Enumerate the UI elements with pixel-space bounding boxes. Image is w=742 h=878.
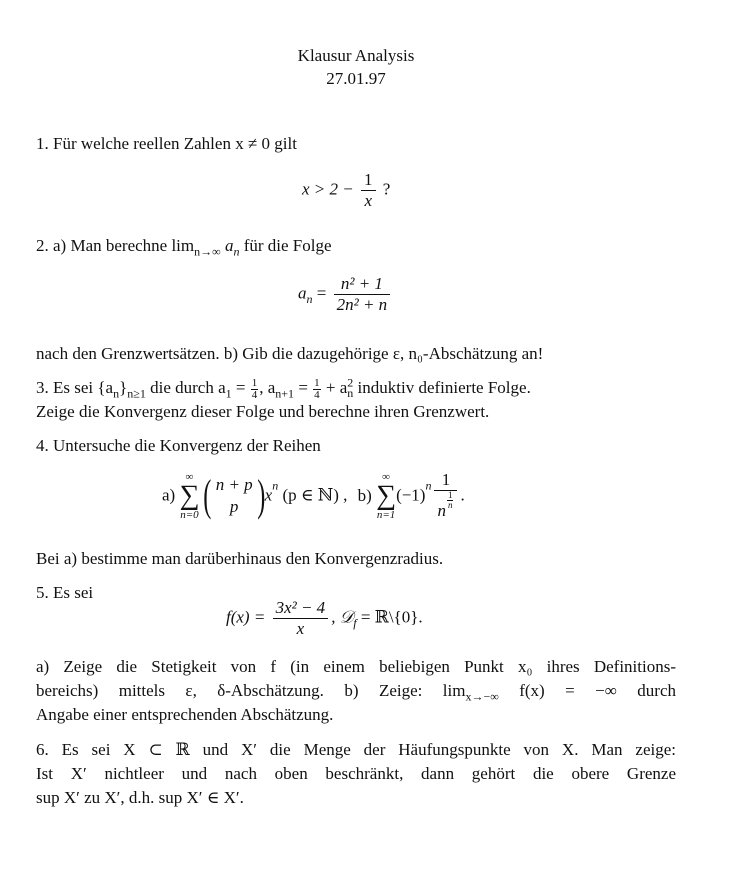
text-sub: n <box>347 386 354 401</box>
small-fraction-num: 1 <box>314 376 320 389</box>
fraction-denominator: x <box>273 618 329 639</box>
text-sub: n+1 <box>275 386 295 401</box>
sum-operator-b <box>376 471 396 521</box>
small-fraction-num: 1 <box>251 376 258 389</box>
exam-title: Klausur Analysis <box>297 46 415 65</box>
text-part: = <box>294 378 313 397</box>
sum-upper-limit: ∞ <box>382 470 390 483</box>
fraction-numerator: n² + 1 <box>340 274 383 293</box>
problem-3-text <box>36 376 531 401</box>
text-part: für die Folge <box>239 236 332 255</box>
text-part: induktiv definierte Folge. <box>353 378 531 397</box>
text-part: 2. a) Man berechne lim <box>36 236 195 255</box>
sum-sign: ∑ <box>179 479 200 511</box>
text-sub: n≥1 <box>127 386 146 401</box>
text-part: f(x) = −∞ durch <box>498 681 676 700</box>
exponent-den: n <box>447 500 453 510</box>
text-sub: x→−∞ <box>465 689 499 704</box>
paren-left: ( <box>202 470 212 520</box>
series-b-fraction <box>434 470 457 521</box>
problem-5-text-2: a) Zeige die Stetigkeit von f (in einem beliebigen Punkt x₀ ihres Definitions- <box>36 657 676 676</box>
problem-3-text-2: Zeige die Konvergenz dieser Folge und berechne ihren Grenzwert. <box>36 402 490 421</box>
formula-question: ? <box>382 179 391 199</box>
problem-6-text-3: sup X′ zu X′, d.h. sup X′ ∈ X′. <box>36 788 244 807</box>
text-sub: n→∞ <box>194 244 221 259</box>
paren-right: ) <box>257 470 266 520</box>
sum-upper-limit: ∞ <box>185 470 194 483</box>
problem-4-text-2: Bei a) bestimme man darüberhinaus den Konvergenzradius. <box>36 549 444 568</box>
fraction-numerator: 1 <box>441 470 451 489</box>
series-a-label: a) <box>162 485 176 505</box>
problem-2-formula <box>298 274 393 315</box>
binomial-coefficient <box>202 470 266 520</box>
formula-left: f(x) = <box>226 607 266 627</box>
sum-operator-a <box>179 471 199 521</box>
formula-sub: n <box>306 291 313 306</box>
formula-fraction <box>273 598 329 639</box>
problem-2-text-2: nach den Grenzwertsätzen. b) Gib die dazugehörige ε, n₀-Abschätzung an! <box>36 344 544 363</box>
formula-domain: , 𝒟 <box>331 607 354 627</box>
text-part: bereichs) mittels ε, δ-Abschätzung. b) Zeige: lim <box>36 681 466 700</box>
fraction-denominator: 2n² + n <box>334 294 391 315</box>
fraction-denominator: x <box>361 190 376 211</box>
text-part: + a <box>321 378 348 397</box>
formula-fraction <box>334 274 391 315</box>
problem-6-text: 6. Es sei X ⊂ ℝ und X′ die Menge der Häufungspunkte von X. Man zeige: <box>36 740 676 759</box>
problem-2-text <box>36 234 332 258</box>
formula-left: x > 2 − <box>302 179 354 199</box>
series-a-condition: (p ∈ ℕ) , <box>278 485 348 505</box>
problem-6-text-2: Ist X′ nichtleer und nach oben beschränkt, dann gehört die obere Grenze <box>36 764 676 783</box>
text-sub: n <box>113 386 120 401</box>
problem-5-text-3 <box>36 679 676 703</box>
text-sup: 2 <box>347 375 354 390</box>
sum-sign: ∑ <box>376 479 397 511</box>
denominator-base: n <box>437 501 446 520</box>
text-part: = <box>231 378 250 397</box>
small-fraction-den: 4 <box>251 388 258 401</box>
sum-lower-limit: n=0 <box>180 508 199 521</box>
small-fraction <box>313 378 321 401</box>
problem-1-formula <box>302 170 390 211</box>
exponent-num: 1 <box>447 490 453 500</box>
series-b-term: (−1) <box>396 485 426 505</box>
fraction-numerator: 3x² − 4 <box>275 598 326 617</box>
text-part: 3. Es sei {a <box>36 378 114 397</box>
text-part: die durch a <box>145 378 226 397</box>
series-a-exponent: n <box>272 478 279 493</box>
exam-date: 27.01.97 <box>326 69 386 88</box>
series-b-exponent: n <box>425 478 432 493</box>
formula-fraction <box>361 170 376 211</box>
series-a-term: x <box>264 485 273 505</box>
series-b-end: . <box>460 485 465 505</box>
fraction-denominator <box>434 490 457 521</box>
problem-4-formula <box>162 470 465 521</box>
formula-domain-end: = ℝ\{0}. <box>356 607 423 627</box>
series-b-label: b) <box>357 485 372 505</box>
text-sub: n <box>233 244 240 259</box>
problem-5-formula <box>226 598 423 639</box>
formula-eq: = <box>312 283 327 303</box>
text-part: } <box>119 378 128 397</box>
formula-left: a <box>298 283 307 303</box>
text-part: a <box>220 236 234 255</box>
binomial-top: n + p <box>215 474 253 494</box>
sum-lower-limit: n=1 <box>376 508 396 521</box>
formula-domain-sub: f <box>353 615 357 630</box>
problem-4-text: 4. Untersuche die Konvergenz der Reihen <box>36 436 321 455</box>
small-fraction-den: 4 <box>314 388 320 401</box>
problem-5-text-4: Angabe einer entsprechenden Abschätzung. <box>36 705 334 724</box>
problem-5-text: 5. Es sei <box>36 583 94 602</box>
text-part: , a <box>259 378 276 397</box>
fraction-numerator: 1 <box>364 170 373 189</box>
small-fraction <box>251 378 259 401</box>
exponent-fraction <box>447 491 454 510</box>
binomial-bottom: p <box>229 496 239 516</box>
text-sub: 1 <box>225 386 232 401</box>
problem-1-text: 1. Für welche reellen Zahlen x ≠ 0 gilt <box>36 134 297 153</box>
